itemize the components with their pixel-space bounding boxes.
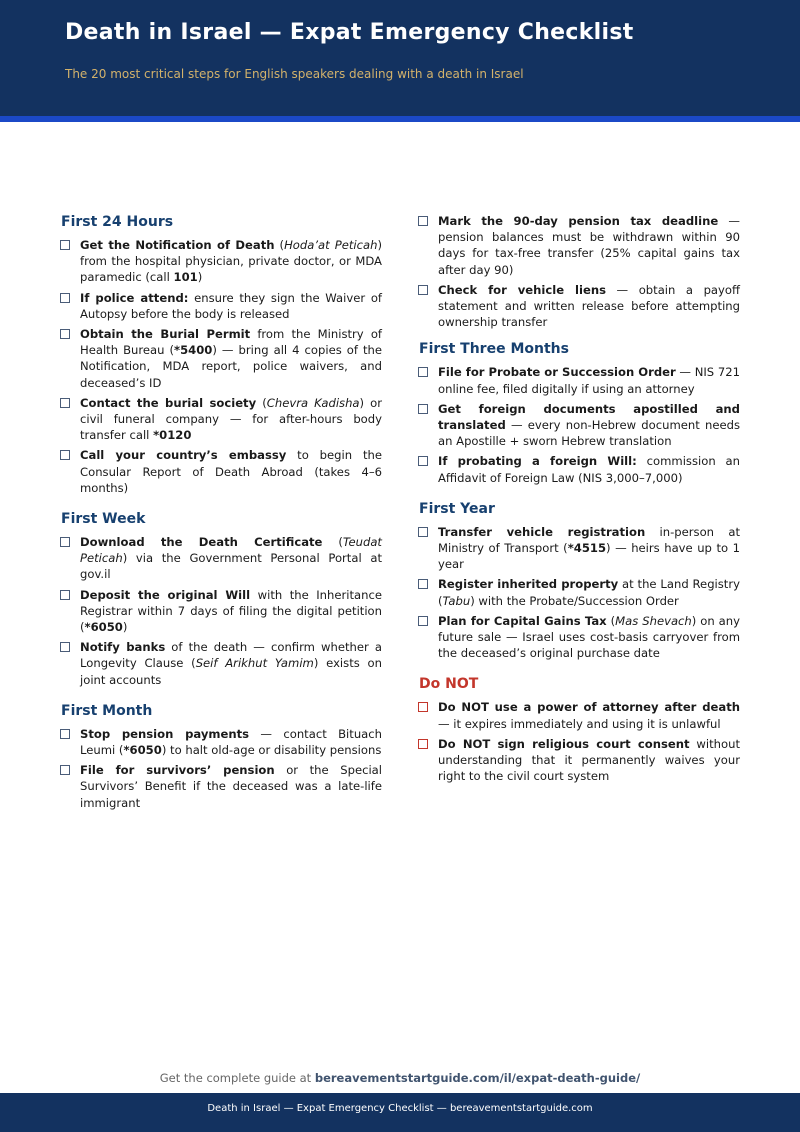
item-bold-text: Do NOT use a power of attorney after death (438, 700, 740, 715)
item-bold-text: Transfer vehicle registration (438, 524, 646, 539)
guide-link[interactable]: bereavementstartguide.com/il/expat-death-guide/ (314, 1071, 641, 1085)
checklist-item (418, 364, 740, 396)
item-text: ) exists on joint accounts (80, 656, 382, 687)
checklist-item (418, 401, 740, 450)
document-subtitle: The 20 most critical steps for English speakers dealing with a death in Israel (65, 67, 524, 81)
checkbox-icon[interactable] (60, 398, 70, 408)
item-bold-text: If police attend: (80, 290, 189, 305)
checkbox-icon[interactable] (418, 739, 428, 749)
item-bold-text: Download the Death Certificate (80, 535, 323, 550)
checkbox-icon[interactable] (60, 590, 70, 600)
section-first-year (418, 500, 740, 662)
item-text: ) via the Government Personal Portal at gov.il (80, 551, 382, 582)
section-title: First Year (419, 500, 495, 517)
checkbox-icon[interactable] (60, 729, 70, 739)
checkbox-icon[interactable] (60, 240, 70, 250)
section-title: First Week (61, 511, 146, 528)
item-text: ) from the hospital physician, private doctor, or MDA paramedic (call (80, 238, 382, 285)
checklist-item (418, 453, 740, 485)
item-bold-text: Plan for Capital Gains Tax (438, 613, 607, 628)
item-bold-text: Stop pension payments (80, 726, 250, 741)
item-bold-text: Check for vehicle liens (438, 282, 606, 297)
item-text: ensure they sign the Waiver of Autopsy before the body is released (80, 290, 382, 321)
item-text: ) — bring all 4 copies of the Notification, MDA report, police waivers, and deceased’s ID (80, 343, 382, 390)
checkbox-icon[interactable] (60, 537, 70, 547)
item-bold-text: *6050 (123, 743, 162, 758)
item-text: ( (256, 395, 267, 410)
item-text: ( (606, 613, 616, 628)
item-bold-text: Deposit the original Will (80, 587, 251, 602)
item-text: with the Inheritance Registrar within 7 days of filing the digital petition ( (80, 587, 382, 635)
header-banner (0, 0, 800, 116)
checkbox-icon[interactable] (418, 579, 428, 589)
item-bold-text: *5400 (174, 343, 213, 358)
checkbox-icon[interactable] (60, 450, 70, 460)
checklist-item (60, 447, 382, 496)
item-text: — NIS 721 online fee, filed digitally if using an attorney (438, 365, 740, 396)
item-text: commission an Affidavit of Foreign Law (NIS 3,000–7,000) (438, 454, 741, 485)
item-bold-text: Do NOT sign religious court consent (438, 736, 690, 751)
item-text: — pension balances must be withdrawn within 90 days for tax-free transfer (25% capital gains tax after day 90) (438, 214, 741, 277)
item-text: ) with the Probate/Succession Order (470, 593, 679, 608)
document-title: Death in Israel — Expat Emergency Checklist (65, 20, 634, 45)
item-text: in-person at Ministry of Transport ( (438, 524, 740, 556)
checklist-item (60, 639, 382, 688)
item-bold-text: Notify banks (80, 640, 166, 655)
item-text: at the Land Registry ( (438, 577, 740, 608)
checkbox-icon[interactable] (60, 642, 70, 652)
section-do-not (418, 675, 740, 784)
item-text: ( (274, 238, 285, 252)
item-italic-text: Hoda’at Peticah (284, 238, 378, 252)
item-text: — obtain a payoff statement and written release before attempting ownership transfer (438, 282, 740, 330)
checklist-item (60, 726, 382, 758)
item-italic-text: Mas Shevach (615, 613, 692, 628)
item-bold-text: File for survivors’ pension (80, 763, 275, 778)
item-text: or the Special Survivors’ Benefit if the deceased was a late-life immigrant (80, 763, 382, 810)
checkbox-icon[interactable] (418, 285, 428, 295)
checklist-item (60, 290, 382, 322)
checklist-item (418, 524, 740, 573)
left-column (60, 213, 382, 815)
checklist-item (418, 613, 740, 662)
item-bold-text: If probating a foreign Will: (438, 454, 637, 469)
section-first-24-hours (60, 213, 382, 496)
item-bold-text: Obtain the Burial Permit (80, 327, 251, 342)
item-text: ) — heirs have up to 1 year (438, 541, 740, 572)
section-title-warning: Do NOT (419, 676, 479, 693)
section-first-month (60, 702, 382, 811)
checklist-item (418, 213, 740, 278)
checkbox-icon[interactable] (418, 456, 428, 466)
item-italic-text: Tabu (442, 593, 471, 608)
checkbox-icon[interactable] (60, 765, 70, 775)
footer-guide-note (0, 1071, 800, 1085)
item-text: ) or civil funeral company — for after-hours body transfer call (80, 395, 382, 443)
item-text: without understanding that it permanently waives your right to the civil court system (438, 736, 740, 784)
item-italic-text: Teudat Peticah (80, 535, 382, 566)
checklist-item (418, 282, 740, 331)
section-first-week (60, 510, 382, 688)
checklist-item (60, 762, 382, 811)
item-bold-text: Contact the burial society (80, 395, 257, 410)
item-bold-text: Call your country’s embassy (80, 448, 287, 463)
item-text: — contact Bituach Leumi ( (80, 726, 382, 758)
checklist-item (60, 534, 382, 583)
item-bold-text: *6050 (84, 620, 123, 635)
header-accent-stripe (0, 116, 800, 122)
item-text: from the Ministry of Health Bureau ( (80, 327, 382, 358)
item-italic-text: Chevra Kadisha (266, 395, 360, 410)
checkbox-icon[interactable] (60, 329, 70, 339)
item-bold-text: Mark the 90-day pension tax deadline (438, 214, 719, 228)
item-bold-text: Get the Notification of Death (80, 238, 275, 252)
checkbox-icon[interactable] (418, 216, 428, 226)
item-text: — it expires immediately and using it is unlawful (438, 716, 721, 731)
section-title: First Three Months (419, 341, 569, 358)
checklist-item (60, 326, 382, 391)
section-title: First 24 Hours (61, 214, 174, 230)
item-text: ) on any future sale — Israel uses cost-basis carryover from the deceased’s original purchase date (438, 613, 740, 661)
item-text: to begin the Consular Report of Death Abroad (takes 4–6 months) (80, 448, 382, 495)
checklist-item (60, 587, 382, 636)
footer-note-prefix: Get the complete guide at (159, 1071, 315, 1085)
item-text: ) to halt old-age or disability pensions (161, 743, 382, 758)
checklist-item (418, 699, 740, 731)
section-first-three-months (418, 340, 740, 485)
section-first-month-continued (418, 213, 740, 330)
item-text: — every non-Hebrew document needs an Apostille + sworn Hebrew translation (438, 418, 740, 449)
section-title: First Month (61, 702, 153, 719)
footer-bar-text: Death in Israel — Expat Emergency Checklist — bereavementstartguide.com (207, 1103, 593, 1114)
right-column (418, 213, 740, 788)
item-bold-text: Register inherited property (438, 577, 619, 592)
checklist-item (60, 395, 382, 444)
checkbox-icon[interactable] (418, 527, 428, 537)
item-text: ) (197, 270, 203, 285)
checkbox-icon[interactable] (60, 293, 70, 303)
checkbox-icon[interactable] (418, 616, 428, 626)
checklist-item (418, 736, 740, 785)
item-text: ( (322, 535, 343, 550)
checkbox-icon[interactable] (418, 367, 428, 377)
item-italic-text: Seif Arikhut Yamim (195, 656, 314, 671)
item-text: of the death — confirm whether a Longevity Clause ( (80, 640, 382, 671)
item-bold-text: *0120 (153, 428, 192, 443)
checkbox-icon[interactable] (418, 404, 428, 414)
checkbox-icon[interactable] (418, 702, 428, 712)
item-bold-text: Get foreign documents apostilled and translated (438, 401, 740, 433)
item-text: ) (122, 620, 128, 635)
item-bold-text: *4515 (567, 541, 607, 556)
checklist-item (60, 237, 382, 286)
item-bold-text: 101 (173, 270, 198, 285)
item-bold-text: File for Probate or Succession Order (438, 365, 676, 380)
checklist-item (418, 576, 740, 608)
